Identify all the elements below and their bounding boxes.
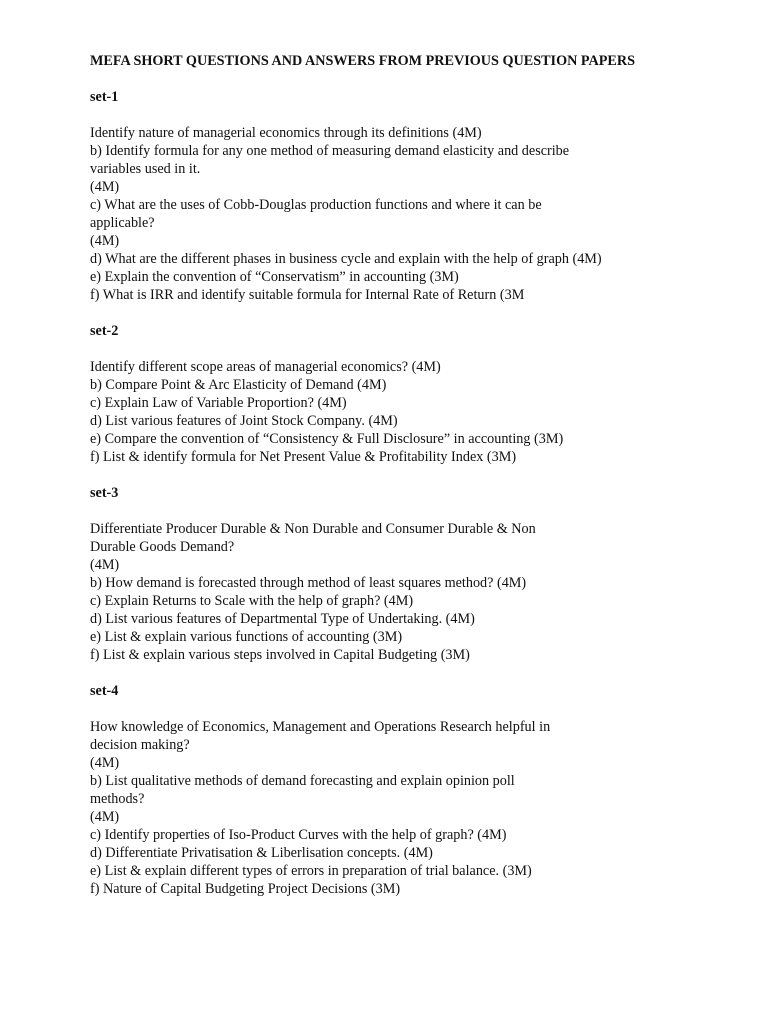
question-line: decision making? bbox=[90, 737, 190, 753]
question-line: How knowledge of Economics, Management and Operations Research helpful in bbox=[90, 719, 551, 735]
question-line: applicable? bbox=[90, 215, 155, 231]
set-heading: set-2 bbox=[90, 323, 119, 339]
question-line: variables used in it. bbox=[90, 161, 201, 177]
question-set-3 bbox=[90, 484, 690, 664]
question-line: e) Compare the convention of “Consistency & Full Disclosure” in accounting (3M) bbox=[90, 431, 564, 447]
question-line: f) Nature of Capital Budgeting Project Decisions (3M) bbox=[90, 881, 401, 897]
question-line: c) Explain Law of Variable Proportion? (4M) bbox=[90, 395, 347, 411]
question-line: b) List qualitative methods of demand forecasting and explain opinion poll bbox=[90, 773, 515, 789]
question-sets bbox=[90, 88, 690, 898]
question-line: c) Identify properties of Iso-Product Curves with the help of graph? (4M) bbox=[90, 827, 507, 843]
question-list bbox=[90, 718, 690, 898]
question-line: d) List various features of Joint Stock Company. (4M) bbox=[90, 413, 398, 429]
set-heading: set-3 bbox=[90, 485, 119, 501]
question-line: c) Explain Returns to Scale with the help of graph? (4M) bbox=[90, 593, 414, 609]
question-line: (4M) bbox=[90, 557, 120, 573]
question-line: b) Identify formula for any one method of measuring demand elasticity and describe bbox=[90, 143, 570, 159]
question-line: (4M) bbox=[90, 233, 120, 249]
question-set-1 bbox=[90, 88, 690, 304]
question-set-2 bbox=[90, 322, 690, 466]
document-title: MEFA SHORT QUESTIONS AND ANSWERS FROM PREVIOUS QUESTION PAPERS bbox=[90, 53, 636, 69]
set-heading: set-1 bbox=[90, 89, 119, 105]
question-list bbox=[90, 124, 690, 304]
question-line: f) List & identify formula for Net Present Value & Profitability Index (3M) bbox=[90, 449, 517, 465]
question-line: e) List & explain various functions of accounting (3M) bbox=[90, 629, 403, 645]
question-line: Identify nature of managerial economics through its definitions (4M) bbox=[90, 125, 482, 141]
question-line: f) List & explain various steps involved in Capital Budgeting (3M) bbox=[90, 647, 470, 663]
question-line: (4M) bbox=[90, 755, 120, 771]
question-line: d) List various features of Departmental Type of Undertaking. (4M) bbox=[90, 611, 475, 627]
question-line: d) What are the different phases in business cycle and explain with the help of graph (4M) bbox=[90, 251, 602, 267]
question-line: (4M) bbox=[90, 809, 120, 825]
question-line: methods? bbox=[90, 791, 145, 807]
question-line: (4M) bbox=[90, 179, 120, 195]
question-line: f) What is IRR and identify suitable formula for Internal Rate of Return (3M bbox=[90, 287, 525, 303]
question-list bbox=[90, 358, 690, 466]
question-line: c) What are the uses of Cobb-Douglas production functions and where it can be bbox=[90, 197, 542, 213]
question-line: d) Differentiate Privatisation & Liberlisation concepts. (4M) bbox=[90, 845, 433, 861]
question-line: e) List & explain different types of errors in preparation of trial balance. (3M) bbox=[90, 863, 532, 879]
document-page bbox=[90, 52, 690, 916]
question-line: Differentiate Producer Durable & Non Durable and Consumer Durable & Non bbox=[90, 521, 536, 537]
set-heading: set-4 bbox=[90, 683, 119, 699]
question-line: b) Compare Point & Arc Elasticity of Demand (4M) bbox=[90, 377, 387, 393]
question-set-4 bbox=[90, 682, 690, 898]
question-line: e) Explain the convention of “Conservatism” in accounting (3M) bbox=[90, 269, 459, 285]
question-line: Identify different scope areas of managerial economics? (4M) bbox=[90, 359, 441, 375]
question-line: Durable Goods Demand? bbox=[90, 539, 235, 555]
question-line: b) How demand is forecasted through method of least squares method? (4M) bbox=[90, 575, 527, 591]
question-list bbox=[90, 520, 690, 664]
